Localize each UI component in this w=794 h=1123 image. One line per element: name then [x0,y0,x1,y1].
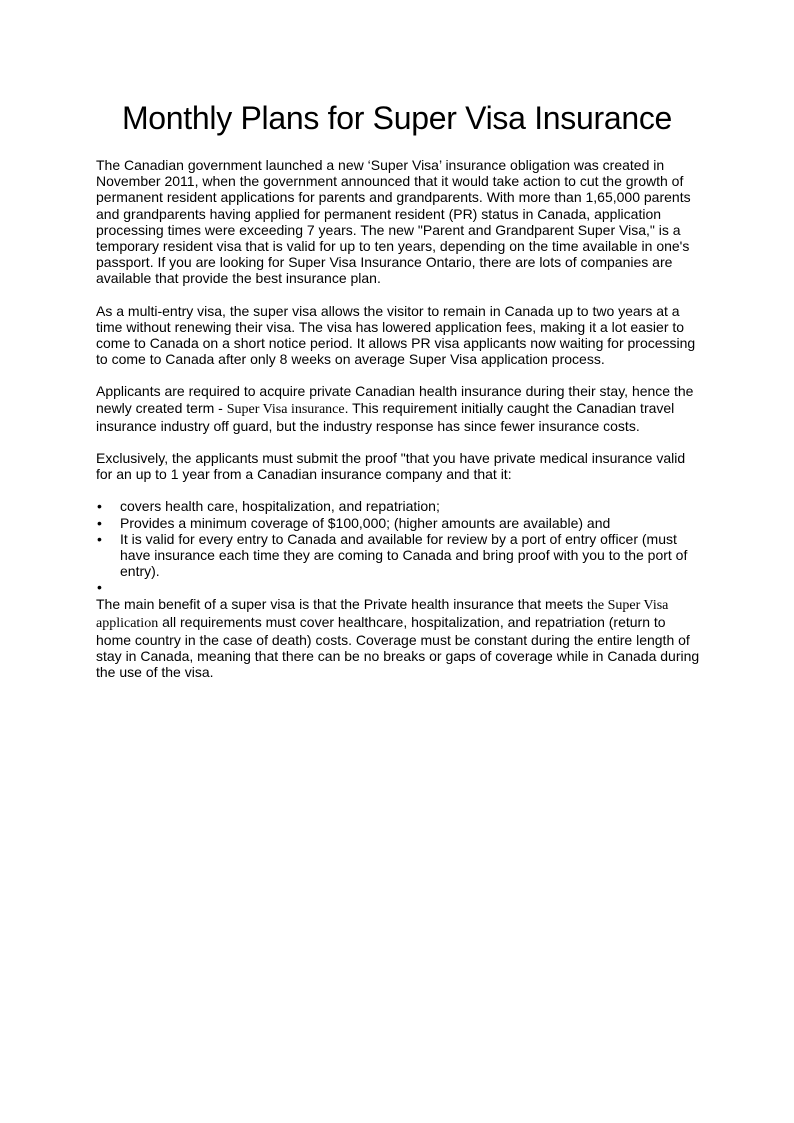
paragraph-text: . This requirement initially caught the Canadian travel insurance industry off guard, but the industry response has since fewer insurance costs. [96,399,675,434]
super-visa-insurance-link[interactable]: Super Visa insurance [226,401,345,417]
bullet-icon: • [97,530,102,547]
paragraph-intro: The Canadian government launched a new ‘Super Visa’ insurance obligation was created in November 2011, when the government announced that it would take action to cut the growth of permanent resident applications for parents and grandparents. With more than 1,65,000 parents and grandparents having applied for permanent resident (PR) status in Canada, application processing times were exceeding 7 years. The new "Parent and Grandparent Super Visa," is a temporary resident visa that is valid for up to ten years, depending on the time available in one's passport. If you are looking for Super Visa Insurance Ontario, there are lots of companies are available that provide the best insurance plan. [96,157,691,287]
bullet-icon: • [97,579,102,596]
bullet-icon: • [97,498,102,515]
list-item [96,531,700,580]
list-item-text: Provides a minimum coverage of $100,000; (higher amounts are available) and [120,514,611,531]
super-visa-application-link[interactable]: the Super Visa application [96,597,669,631]
list-item [96,515,700,531]
paragraph-proof: Exclusively, the applicants must submit the proof "that you have private medical insurance valid for an up to 1 year from a Canadian insurance company and that it: [96,450,686,483]
paragraph-main-benefit [96,596,700,681]
requirements-list [96,498,700,579]
list-item [96,498,700,514]
empty-list-item [96,579,700,595]
list-item-text: covers health care, hospitalization, and repatriation; [120,498,440,515]
page-title: Monthly Plans for Super Visa Insurance [121,100,673,136]
paragraph-text: The main benefit of a super visa is that the Private health insurance that meets [96,595,588,612]
document-body [96,157,700,697]
paragraph-multi-entry: As a multi-entry visa, the super visa allows the visitor to remain in Canada up to two years at a time without renewing their visa. The visa has lowered application fees, making it a lot easier to come to Canada on a short notice period. It allows PR visa applicants now waiting for processing to come to Canada after only 8 weeks on average Super Visa application process. [96,302,696,368]
paragraph-text: Applicants are required to acquire private Canadian health insurance during their stay, hence the newly created term - [96,383,694,416]
list-item-text: It is valid for every entry to Canada and available for review by a port of entry officer (must have insurance each time they are coming to Canada and bring proof with you to the port of entry). [120,530,688,580]
paragraph-text: all requirements must cover healthcare, hospitalization, and repatriation (return to home country in the case of death) costs. Coverage must be constant during the entire length of stay in Canada, meaning that there can be no breaks or gaps of coverage while in Canada during the use of the visa. [96,613,700,681]
bullet-icon: • [97,514,102,531]
paragraph-insurance-requirement [96,383,700,434]
